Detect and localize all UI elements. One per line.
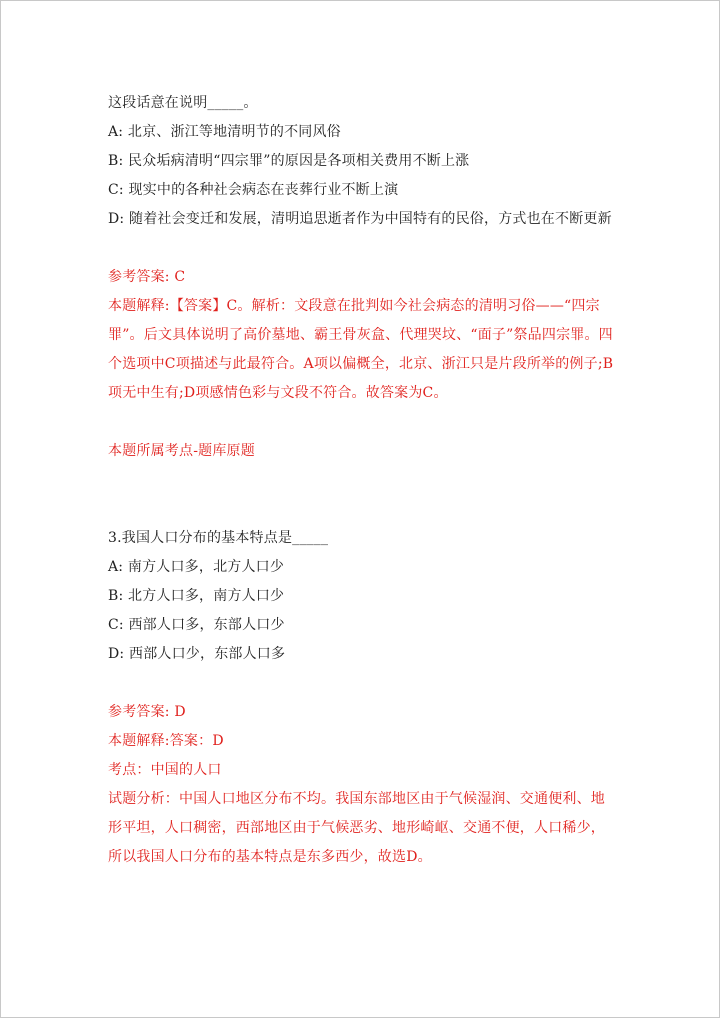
question-3-option-c: C: 西部人口多，东部人口少 <box>108 617 285 633</box>
question-2-option-c: C: 现实中的各种社会病态在丧葬行业不断上演 <box>108 182 399 198</box>
question-2-option-d: D: 随着社会变迁和发展，清明追思逝者作为中国特有的民俗，方式也在不断更新 <box>108 211 612 227</box>
question-3-option-d: D: 西部人口少，东部人口多 <box>108 646 286 662</box>
question-2-explanation: 本题解释:【答案】C。解析：文段意在批判如今社会病态的清明习俗——“四宗罪”。后文具体说明了高价墓地、霸王骨灰盒、代理哭坟、“面子”祭品四宗罪。四个选项中C项描述与此最符合。A项以偏概全，北京、浙江只是片段所举的例子;B项无中生有;D项感情色彩与文段不符合。故答案为C。 <box>108 298 614 401</box>
question-3-knowledge-point: 考点：中国的人口 <box>108 762 222 778</box>
question-2-option-b: B: 民众垢病清明“四宗罪”的原因是各项相关费用不断上涨 <box>108 153 470 169</box>
question-3-answer: 参考答案: D <box>108 704 186 720</box>
document-content <box>108 89 618 872</box>
question-3-explanation: 本题解释:答案：D <box>108 733 224 749</box>
question-2-option-a: A: 北京、浙江等地清明节的不同风俗 <box>108 124 341 140</box>
question-2-knowledge-point: 本题所属考点-题库原题 <box>108 443 255 459</box>
question-3-option-b: B: 北方人口多，南方人口少 <box>108 588 285 604</box>
question-3-stem: 3.我国人口分布的基本特点是_____ <box>108 530 329 546</box>
question-2-stem: 这段话意在说明_____。 <box>108 95 258 111</box>
question-3-option-a: A: 南方人口多，北方人口少 <box>108 559 285 575</box>
question-3-analysis: 试题分析：中国人口地区分布不均。我国东部地区由于气候湿润、交通便利、地形平坦，人口稠密，西部地区由于气候恶劣、地形崎岖、交通不便，人口稀少，所以我国人口分布的基本特点是东多西少，故选D。 <box>108 791 605 865</box>
question-2-answer: 参考答案: C <box>108 269 186 285</box>
